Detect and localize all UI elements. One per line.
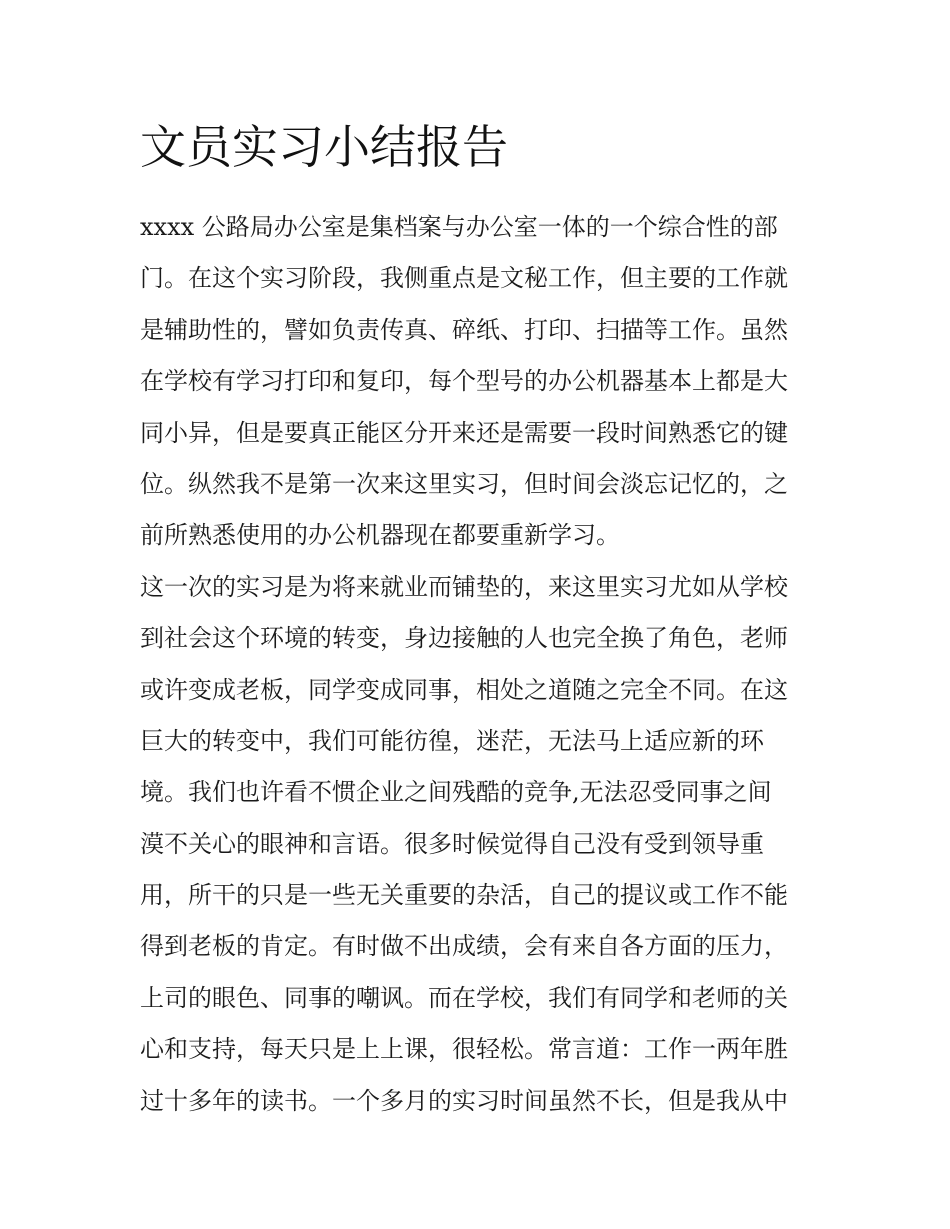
paragraph-line: 得到老板的肯定。有时做不出成绩，会有来自各方面的压力，	[140, 932, 788, 961]
document-body	[140, 202, 820, 1127]
paragraph-line: 同小异，但是要真正能区分开来还是需要一段时间熟悉它的键	[140, 418, 788, 447]
paragraph-line: 到社会这个环境的转变，身边接触的人也完全换了角色，老师	[140, 624, 788, 653]
paragraph-line: 前所熟悉使用的办公机器现在都要重新学习。	[140, 521, 620, 550]
paragraph-line: 这一次的实习是为将来就业而铺垫的，来这里实习尤如从学校	[140, 572, 788, 601]
paragraph-line: xxxx 公路局办公室是集档案与办公室一体的一个综合性的部	[140, 213, 778, 241]
paragraph-line: 境。我们也许看不惯企业之间残酷的竞争,无法忍受同事之间	[140, 778, 772, 807]
paragraph-line: 上司的眼色、同事的嘲讽。而在学校，我们有同学和老师的关	[140, 983, 788, 1012]
paragraph-line: 位。纵然我不是第一次来这里实习，但时间会淡忘记忆的，之	[140, 469, 788, 498]
paragraph-line: 用，所干的只是一些无关重要的杂活，自己的提议或工作不能	[140, 881, 788, 910]
paragraph-line: 巨大的转变中，我们可能彷徨，迷茫，无法马上适应新的环	[140, 726, 764, 755]
paragraph-line: 漠不关心的眼神和言语。很多时候觉得自己没有受到领导重	[140, 829, 764, 858]
paragraph-line: 在学校有学习打印和复印，每个型号的办公机器基本上都是大	[140, 367, 788, 396]
paragraph-line: 门。在这个实习阶段，我侧重点是文秘工作，但主要的工作就	[140, 264, 788, 293]
paragraph-line: 心和支持，每天只是上上课，很轻松。常言道：工作一两年胜	[140, 1035, 788, 1064]
paragraph-line: 或许变成老板，同学变成同事，相处之道随之完全不同。在这	[140, 675, 788, 704]
document-title: 文员实习小结报告	[140, 120, 508, 174]
paragraph-line: 过十多年的读书。一个多月的实习时间虽然不长，但是我从中	[140, 1086, 788, 1115]
paragraph-line: 是辅助性的，譬如负责传真、碎纸、打印、扫描等工作。虽然	[140, 315, 788, 344]
